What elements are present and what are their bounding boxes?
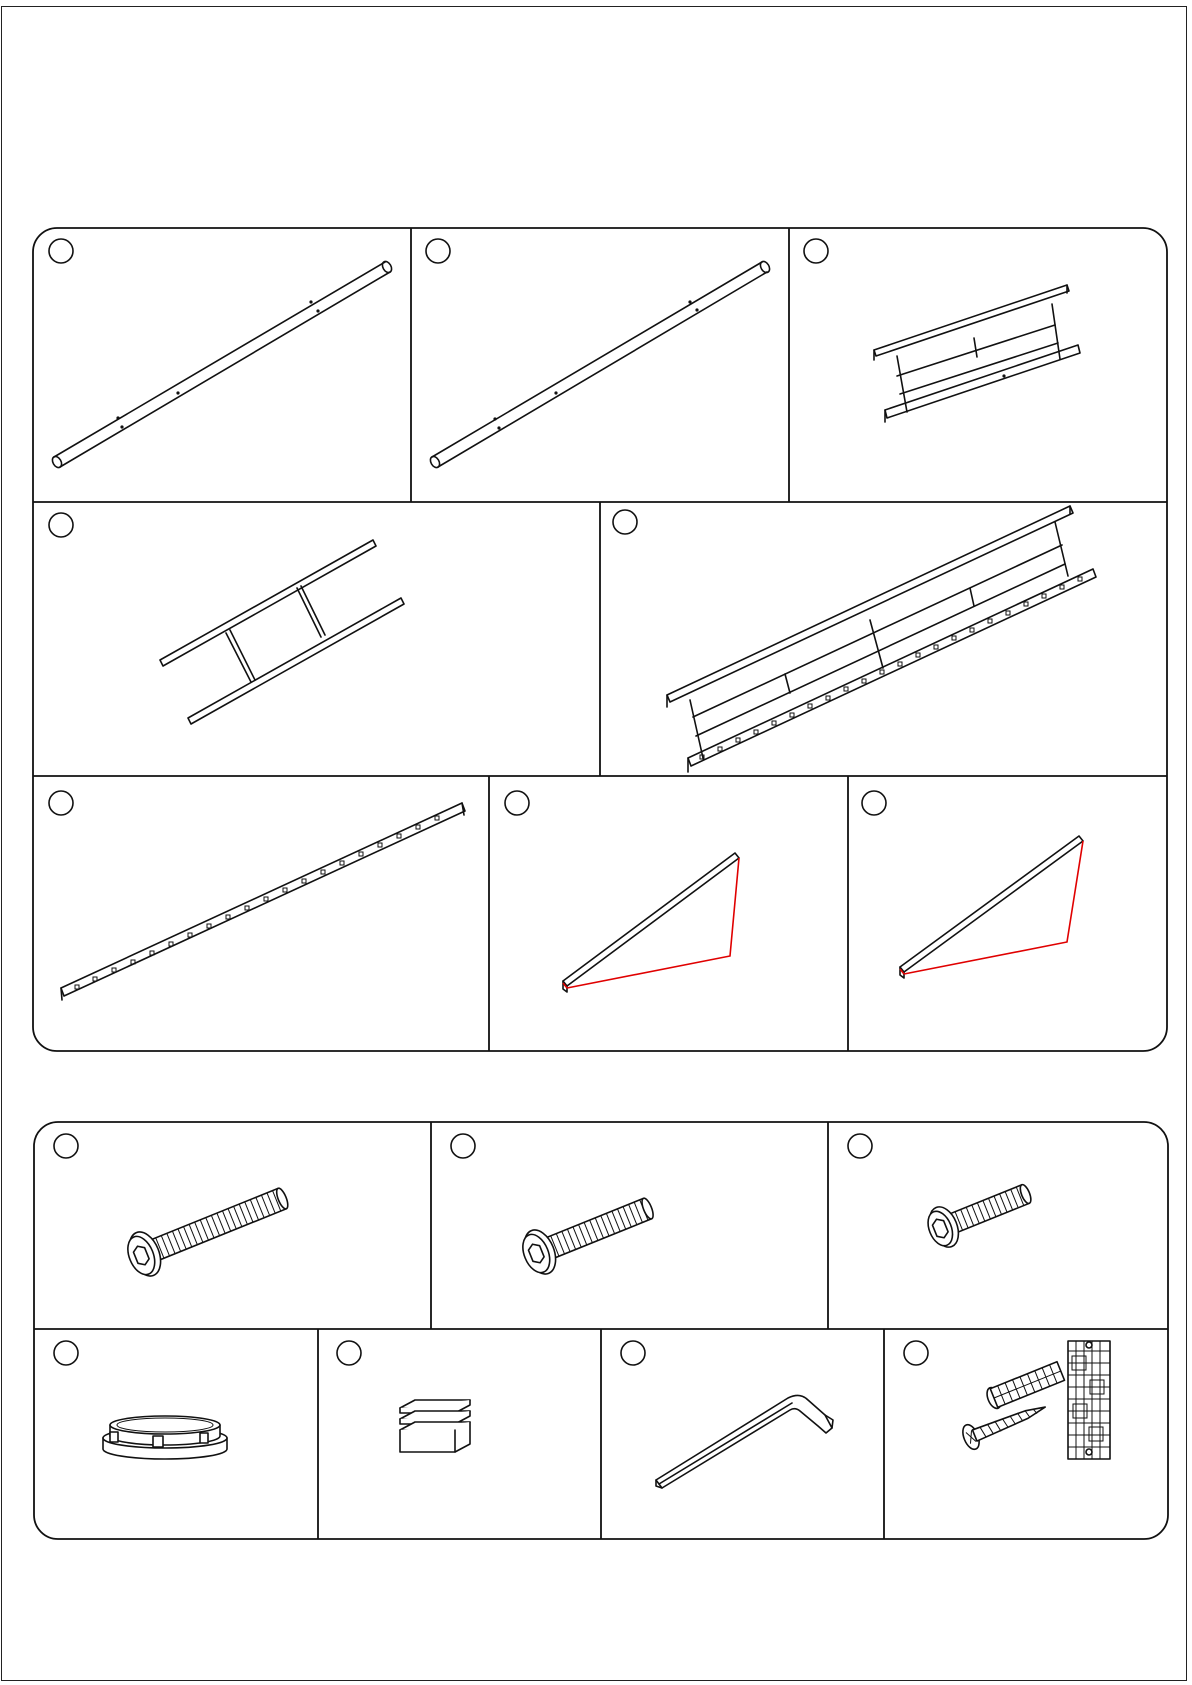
foot-cap-icon bbox=[103, 1416, 227, 1459]
part-number-7 bbox=[505, 791, 529, 815]
wall-anchor-icon bbox=[960, 1341, 1110, 1459]
hardware-cell-1 bbox=[54, 1134, 295, 1281]
part-cell-7 bbox=[505, 791, 739, 992]
corner-brace-icon bbox=[563, 853, 739, 992]
tube-icon bbox=[51, 260, 394, 469]
frame-panel-icon bbox=[874, 285, 1080, 422]
hex-bolt-icon bbox=[122, 1176, 295, 1282]
hardware-number-1 bbox=[54, 1134, 78, 1158]
part-number-5 bbox=[613, 510, 637, 534]
parts-panel bbox=[33, 228, 1167, 1051]
corner-brace-icon bbox=[900, 836, 1083, 978]
hardware-cell-3 bbox=[848, 1134, 1037, 1252]
frame-panel-icon bbox=[667, 506, 1096, 772]
hardware-panel bbox=[34, 1122, 1168, 1539]
hardware-cell-7 bbox=[904, 1341, 1110, 1459]
hardware-number-4 bbox=[54, 1341, 78, 1365]
tube-icon bbox=[429, 260, 772, 469]
hardware-number-2 bbox=[451, 1134, 475, 1158]
part-number-8 bbox=[862, 791, 886, 815]
h-frame-icon bbox=[160, 540, 404, 724]
part-number-4 bbox=[49, 513, 73, 537]
part-cell-4 bbox=[49, 513, 404, 724]
hardware-cell-6 bbox=[621, 1341, 833, 1488]
part-cell-2 bbox=[426, 239, 771, 469]
part-number-1 bbox=[49, 239, 73, 263]
part-cell-8 bbox=[862, 791, 1083, 978]
part-number-3 bbox=[804, 239, 828, 263]
hex-bolt-icon bbox=[922, 1173, 1037, 1252]
hardware-number-6 bbox=[621, 1341, 645, 1365]
spacer-plate-icon bbox=[1068, 1341, 1110, 1459]
hex-bolt-icon bbox=[517, 1186, 660, 1280]
end-plug-icon bbox=[400, 1400, 470, 1452]
allen-key-icon bbox=[656, 1395, 833, 1488]
hardware-number-7 bbox=[904, 1341, 928, 1365]
part-cell-6 bbox=[49, 791, 465, 1000]
part-cell-3 bbox=[804, 239, 1080, 422]
hardware-cell-2 bbox=[451, 1134, 660, 1279]
part-cell-1 bbox=[49, 239, 393, 469]
part-number-2 bbox=[426, 239, 450, 263]
hardware-cell-4 bbox=[54, 1341, 227, 1459]
part-cell-5 bbox=[613, 506, 1096, 772]
part-number-6 bbox=[49, 791, 73, 815]
hardware-cell-5 bbox=[337, 1341, 470, 1452]
slotted-bar-icon bbox=[61, 803, 465, 1000]
hardware-number-5 bbox=[337, 1341, 361, 1365]
hardware-number-3 bbox=[848, 1134, 872, 1158]
